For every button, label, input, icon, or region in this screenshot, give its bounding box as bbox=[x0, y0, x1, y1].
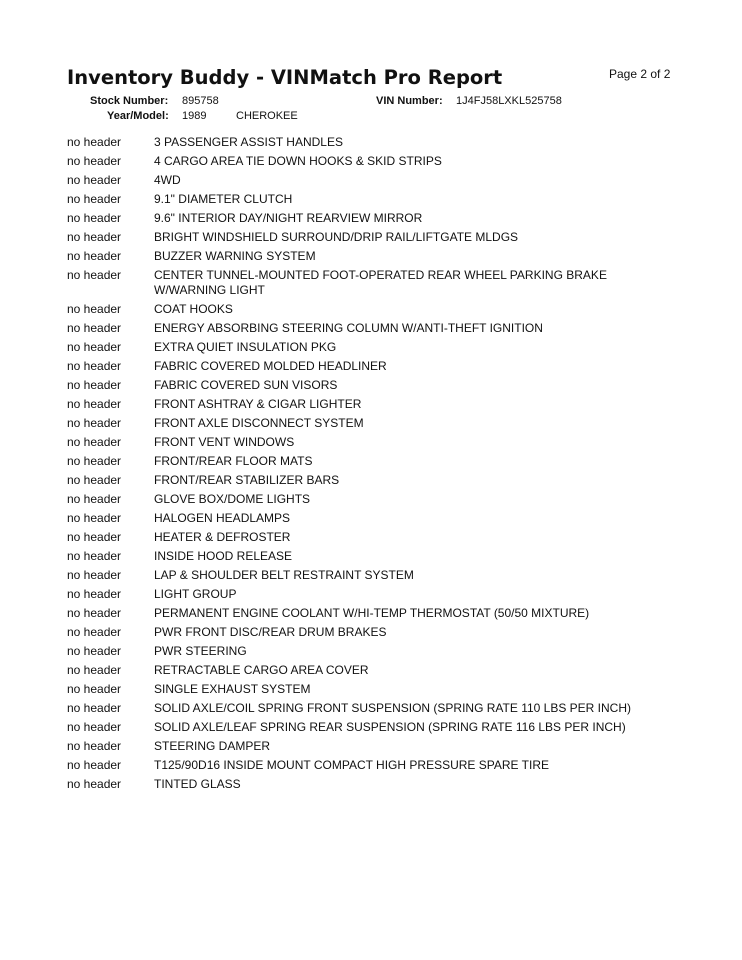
feature-header: no header bbox=[67, 397, 122, 411]
feature-text: 4WD bbox=[154, 173, 181, 187]
stock-number-label: Stock Number: bbox=[90, 95, 169, 107]
feature-row bbox=[0, 319, 742, 338]
feature-row bbox=[0, 471, 742, 490]
feature-row bbox=[0, 585, 742, 604]
feature-text: GLOVE BOX/DOME LIGHTS bbox=[154, 492, 311, 506]
feature-row bbox=[0, 547, 742, 566]
feature-row bbox=[0, 357, 742, 376]
feature-text: FABRIC COVERED MOLDED HEADLINER bbox=[154, 359, 387, 373]
feature-text: PERMANENT ENGINE COOLANT W/HI-TEMP THERMOSTAT (50/50 MIXTURE) bbox=[154, 606, 590, 620]
feature-header: no header bbox=[67, 340, 122, 354]
feature-header: no header bbox=[67, 154, 122, 168]
feature-text: FRONT VENT WINDOWS bbox=[154, 435, 295, 449]
model-value: CHEROKEE bbox=[236, 110, 298, 122]
feature-header: no header bbox=[67, 568, 122, 582]
feature-row bbox=[0, 566, 742, 585]
feature-header: no header bbox=[67, 625, 122, 639]
feature-row bbox=[0, 266, 742, 300]
page-indicator: Page 2 of 2 bbox=[609, 67, 671, 81]
feature-text: COAT HOOKS bbox=[154, 302, 233, 316]
feature-row bbox=[0, 171, 742, 190]
feature-text: CENTER TUNNEL-MOUNTED FOOT-OPERATED REAR WHEEL PARKING BRAKE W/WARNING LIGHT bbox=[154, 268, 607, 297]
feature-text: FRONT AXLE DISCONNECT SYSTEM bbox=[154, 416, 364, 430]
feature-header: no header bbox=[67, 720, 122, 734]
feature-row bbox=[0, 509, 742, 528]
feature-header: no header bbox=[67, 701, 122, 715]
feature-header: no header bbox=[67, 511, 122, 525]
feature-row bbox=[0, 604, 742, 623]
feature-header: no header bbox=[67, 359, 122, 373]
feature-header: no header bbox=[67, 230, 122, 244]
feature-header: no header bbox=[67, 492, 122, 506]
feature-row bbox=[0, 152, 742, 171]
feature-text: TINTED GLASS bbox=[154, 777, 241, 791]
feature-row bbox=[0, 228, 742, 247]
feature-header: no header bbox=[67, 302, 122, 316]
feature-header: no header bbox=[67, 739, 122, 753]
feature-text: 9.1" DIAMETER CLUTCH bbox=[154, 192, 293, 206]
feature-header: no header bbox=[67, 192, 122, 206]
stock-number-value: 895758 bbox=[182, 95, 219, 107]
feature-text: 9.6" INTERIOR DAY/NIGHT REARVIEW MIRROR bbox=[154, 211, 423, 225]
feature-header: no header bbox=[67, 268, 122, 282]
feature-row bbox=[0, 414, 742, 433]
feature-text: FABRIC COVERED SUN VISORS bbox=[154, 378, 338, 392]
feature-row bbox=[0, 528, 742, 547]
feature-header: no header bbox=[67, 416, 122, 430]
feature-header: no header bbox=[67, 758, 122, 772]
feature-header: no header bbox=[67, 211, 122, 225]
year-value: 1989 bbox=[182, 110, 207, 122]
feature-row bbox=[0, 775, 742, 794]
feature-header: no header bbox=[67, 173, 122, 187]
feature-text: ENERGY ABSORBING STEERING COLUMN W/ANTI-THEFT IGNITION bbox=[154, 321, 543, 335]
feature-header: no header bbox=[67, 777, 122, 791]
feature-header: no header bbox=[67, 606, 122, 620]
feature-text: PWR STEERING bbox=[154, 644, 247, 658]
feature-text: HEATER & DEFROSTER bbox=[154, 530, 291, 544]
feature-row bbox=[0, 433, 742, 452]
feature-row bbox=[0, 490, 742, 509]
feature-text: STEERING DAMPER bbox=[154, 739, 271, 753]
feature-header: no header bbox=[67, 663, 122, 677]
feature-header: no header bbox=[67, 135, 122, 149]
feature-row bbox=[0, 623, 742, 642]
feature-text: T125/90D16 INSIDE MOUNT COMPACT HIGH PRESSURE SPARE TIRE bbox=[154, 758, 549, 772]
feature-header: no header bbox=[67, 249, 122, 263]
vin-number bbox=[376, 95, 562, 107]
feature-row bbox=[0, 756, 742, 775]
feature-header: no header bbox=[67, 321, 122, 335]
feature-text: INSIDE HOOD RELEASE bbox=[154, 549, 293, 563]
feature-text: EXTRA QUIET INSULATION PKG bbox=[154, 340, 337, 354]
report-title: Inventory Buddy - VINMatch Pro Report bbox=[67, 66, 503, 89]
feature-header: no header bbox=[67, 549, 122, 563]
feature-text: BRIGHT WINDSHIELD SURROUND/DRIP RAIL/LIFTGATE MLDGS bbox=[154, 230, 519, 244]
feature-header: no header bbox=[67, 587, 122, 601]
feature-header: no header bbox=[67, 644, 122, 658]
feature-text: SOLID AXLE/LEAF SPRING REAR SUSPENSION (SPRING RATE 116 LBS PER INCH) bbox=[154, 720, 626, 734]
feature-row bbox=[0, 247, 742, 266]
feature-row bbox=[0, 190, 742, 209]
feature-text: LIGHT GROUP bbox=[154, 587, 237, 601]
feature-text: SOLID AXLE/COIL SPRING FRONT SUSPENSION (SPRING RATE 110 LBS PER INCH) bbox=[154, 701, 632, 715]
feature-text: SINGLE EXHAUST SYSTEM bbox=[154, 682, 311, 696]
feature-row bbox=[0, 699, 742, 718]
feature-row bbox=[0, 452, 742, 471]
feature-text: PWR FRONT DISC/REAR DRUM BRAKES bbox=[154, 625, 387, 639]
feature-text: BUZZER WARNING SYSTEM bbox=[154, 249, 316, 263]
year-model-label: Year/Model: bbox=[107, 110, 169, 122]
stock-number bbox=[90, 95, 219, 107]
vin-number-value: 1J4FJ58LXKL525758 bbox=[456, 95, 562, 107]
feature-row bbox=[0, 133, 742, 152]
feature-row bbox=[0, 209, 742, 228]
feature-header: no header bbox=[67, 682, 122, 696]
feature-header: no header bbox=[67, 435, 122, 449]
feature-text: FRONT/REAR FLOOR MATS bbox=[154, 454, 313, 468]
vin-number-label: VIN Number: bbox=[376, 95, 443, 107]
feature-text: LAP & SHOULDER BELT RESTRAINT SYSTEM bbox=[154, 568, 414, 582]
feature-text: FRONT ASHTRAY & CIGAR LIGHTER bbox=[154, 397, 362, 411]
feature-row bbox=[0, 737, 742, 756]
feature-row bbox=[0, 642, 742, 661]
feature-row bbox=[0, 338, 742, 357]
feature-row bbox=[0, 661, 742, 680]
feature-row bbox=[0, 718, 742, 737]
feature-row bbox=[0, 376, 742, 395]
feature-header: no header bbox=[67, 454, 122, 468]
feature-list bbox=[0, 133, 742, 794]
feature-text: RETRACTABLE CARGO AREA COVER bbox=[154, 663, 369, 677]
feature-text: HALOGEN HEADLAMPS bbox=[154, 511, 291, 525]
feature-header: no header bbox=[67, 378, 122, 392]
year-model bbox=[107, 110, 298, 122]
feature-row bbox=[0, 300, 742, 319]
feature-row bbox=[0, 680, 742, 699]
feature-text: 4 CARGO AREA TIE DOWN HOOKS & SKID STRIPS bbox=[154, 154, 442, 168]
feature-header: no header bbox=[67, 473, 122, 487]
feature-row bbox=[0, 395, 742, 414]
feature-text: 3 PASSENGER ASSIST HANDLES bbox=[154, 135, 343, 149]
feature-text: FRONT/REAR STABILIZER BARS bbox=[154, 473, 340, 487]
feature-header: no header bbox=[67, 530, 122, 544]
